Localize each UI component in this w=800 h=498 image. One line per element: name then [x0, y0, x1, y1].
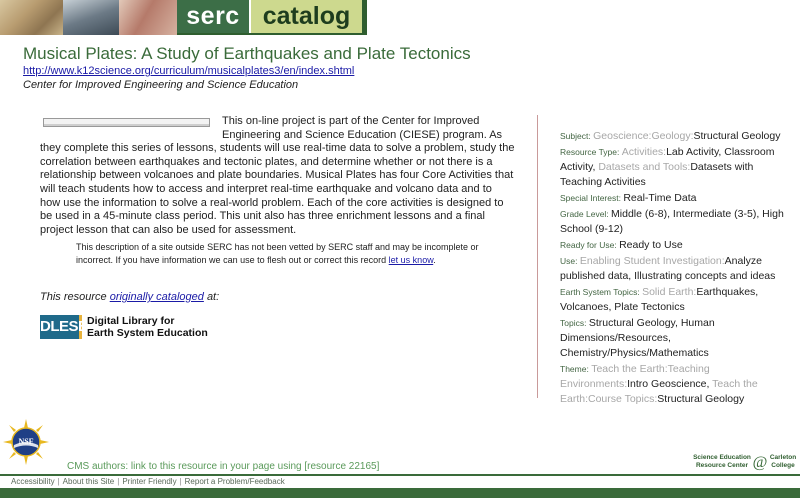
meta-theme-value-1[interactable]: Intro Geoscience,: [627, 378, 713, 390]
meta-subject-label: Subject: [560, 131, 589, 141]
meta-earth-system-topics: Earth System Topics: Solid Earth:Earthquakes, Volcanoes, Plate Tectonics: [560, 286, 759, 313]
meta-rtype-value-2[interactable]: Datasets with Teaching Activities: [560, 161, 754, 188]
meta-subject: Subject: Geoscience:Geology:Structural Geology: [560, 130, 781, 142]
footer-links: Accessibility | About this Site | Printer Friendly | Report a Problem/Feedback: [11, 477, 285, 486]
carleton-line-2: College: [771, 462, 795, 469]
meta-grade-value[interactable]: Middle (6-8), Intermediate (3-5), High School (9-12): [560, 208, 784, 235]
serc-carleton-logo[interactable]: [684, 449, 798, 473]
meta-topics-es-value[interactable]: Earthquakes, Volcanoes, Plate Tectonics: [560, 286, 759, 313]
page-title: Musical Plates: A Study of Earthquakes and Plate Tectonics: [23, 44, 471, 63]
banner-photo-people: [0, 0, 63, 35]
meta-use-label: Use: [560, 256, 576, 266]
catalog-logo-text[interactable]: catalog: [249, 0, 362, 33]
meta-ready-value[interactable]: Ready to Use: [619, 239, 683, 251]
originally-cataloged-link[interactable]: originally cataloged: [109, 291, 204, 303]
footer-link-accessibility[interactable]: Accessibility: [11, 477, 55, 486]
meta-use: Use: Enabling Student Investigation:Analyze published data, Illustrating concepts and ideas: [560, 255, 776, 282]
meta-special-label: Special Interest: [560, 193, 619, 203]
meta-ready-label: Ready for Use: [560, 240, 615, 250]
serc-logo-line-2: Resource Center: [695, 462, 749, 469]
meta-topics-es-label: Earth System Topics: [560, 287, 638, 297]
resource-thumbnail[interactable]: [43, 118, 210, 127]
meta-topics-value[interactable]: Structural Geology, Human Dimensions/Resources, Chemistry/Physics/Mathematics: [560, 317, 715, 359]
metadata-panel: [560, 129, 790, 408]
meta-theme: Theme: Teach the Earth:Teaching Environments:Intro Geoscience, Teach the Earth:Course Topics:Structural Geology: [560, 363, 758, 405]
serc-logo-line-1: Science Education: [693, 454, 751, 461]
meta-resource-type: Resource Type: Activities:Lab Activity, Classroom Activity, Datasets and Tools:Datasets with Teaching Activities: [560, 146, 775, 188]
meta-topics-label: Topics: [560, 318, 585, 328]
meta-special-value[interactable]: Real-Time Data: [623, 192, 697, 204]
meta-grade-label: Grade Level: [560, 209, 607, 219]
nsf-logo-icon[interactable]: [2, 418, 50, 466]
meta-topics: Topics: Structural Geology, Human Dimensions/Resources, Chemistry/Physics/Mathematics: [560, 317, 715, 359]
meta-special-interest: Special Interest: Real-Time Data: [560, 192, 697, 204]
description-text: This on-line project is part of the Center for Improved Engineering and Science Education (CIESE) program. As they complete this series of lessons, students will use real-time data to solve a problem, study the correlation between earthquakes and tectonic plates, and determine whether or not there is a relationship between volcanoes and plate boundaries. Musical Plates has four Core Activities that will teach students how to access and interpret real-time earthquake and volcano data and to how use the information to solve a real-world problem. Each of the core activities is designed to be used in a 45-minute class period. This unit also has three enrichment lessons and a final project lesson that can also be used for assessment.: [40, 115, 515, 236]
meta-rtype-label: Resource Type: [560, 147, 618, 157]
footer-rule: [0, 474, 800, 476]
nsf-text: NSF: [18, 437, 34, 446]
meta-theme-value-2[interactable]: Structural Geology: [657, 393, 745, 405]
meta-rtype-value-1[interactable]: Lab Activity, Classroom Activity,: [560, 146, 775, 173]
serc-logo-text[interactable]: serc: [177, 0, 249, 33]
meta-use-parent[interactable]: Enabling Student Investigation:: [579, 255, 725, 267]
meta-subject-value[interactable]: Structural Geology: [693, 130, 781, 142]
dlese-name: [87, 315, 208, 339]
resource-description: [40, 115, 515, 237]
meta-theme-parent-2[interactable]: Teach the Earth:Course Topics:: [560, 378, 758, 405]
footer-link-report-problem[interactable]: Report a Problem/Feedback: [184, 477, 285, 486]
let-us-know-link[interactable]: let us know: [388, 254, 434, 265]
site-banner[interactable]: [0, 0, 367, 35]
resource-url-link[interactable]: http://www.k12science.org/curriculum/musicalplates3/en/index.shtml: [23, 65, 355, 77]
originally-suffix: at:: [206, 291, 220, 303]
meta-subject-parent[interactable]: Geoscience:Geology:: [593, 130, 694, 142]
footer-link-about[interactable]: About this Site: [62, 477, 115, 486]
disclaimer-text: This description of a site outside SERC has not been vetted by SERC staff and may be incomplete or incorrect. If you have information we can use to flesh out or correct this record: [76, 242, 479, 265]
carleton-line-1: Carleton: [769, 454, 797, 461]
banner-edge: [362, 0, 367, 33]
at-sign-icon: @: [752, 454, 768, 471]
meta-theme-parent-1[interactable]: Teach the Earth:Teaching Environments:: [560, 363, 710, 390]
meta-topics-es-parent[interactable]: Solid Earth:: [642, 286, 697, 298]
column-divider: [537, 115, 538, 398]
footer-bottom-bar: [0, 488, 800, 498]
banner-photo-field: [119, 0, 177, 35]
cms-authors-note: CMS authors: link to this resource in your page using [resource 22165]: [67, 461, 380, 472]
meta-use-value[interactable]: Analyze published data, Illustrating concepts and ideas: [560, 255, 776, 282]
meta-rtype-parent-1[interactable]: Activities:: [621, 146, 667, 158]
banner-photo-rock: [63, 0, 119, 35]
meta-theme-label: Theme: [560, 364, 587, 374]
dlese-line-2: Earth System Education: [87, 327, 208, 339]
originally-prefix: This resource: [40, 291, 107, 303]
meta-grade-level: Grade Level: Middle (6-8), Intermediate (3-5), High School (9-12): [560, 208, 784, 235]
disclaimer: This description of a site outside SERC has not been vetted by SERC staff and may be incomplete or incorrect. If you have information we can use to flesh out or correct this record let us know.: [76, 242, 479, 265]
originally-cataloged-line: [40, 291, 219, 303]
dlese-mark: DLESE: [40, 315, 82, 339]
meta-rtype-parent-2[interactable]: Datasets and Tools:: [598, 161, 691, 173]
meta-ready-for-use: Ready for Use: Ready to Use: [560, 239, 683, 251]
organization-name: Center for Improved Engineering and Science Education: [23, 79, 299, 91]
footer-link-printer-friendly[interactable]: Printer Friendly: [122, 477, 177, 486]
dlese-logo[interactable]: [40, 313, 240, 341]
dlese-line-1: Digital Library for: [87, 315, 175, 327]
